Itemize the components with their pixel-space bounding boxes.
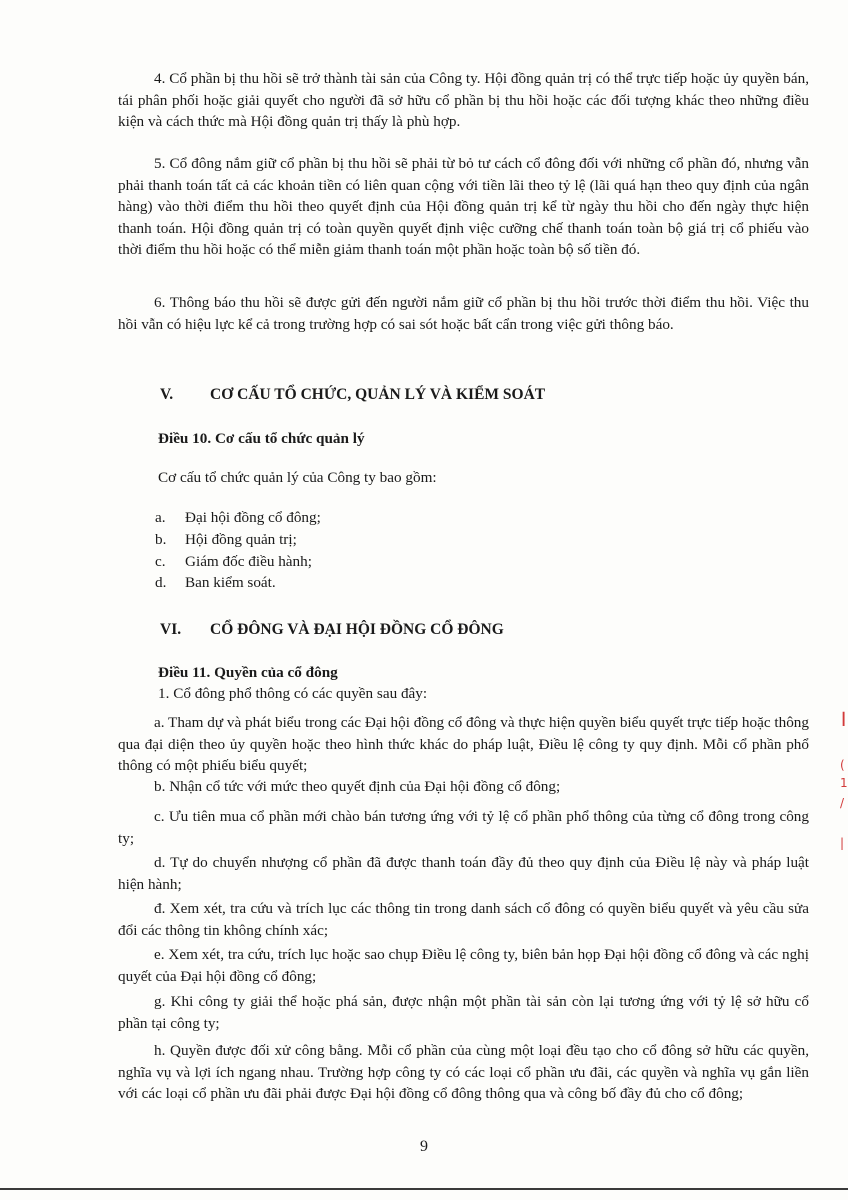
stamp-mark: ┃ bbox=[840, 712, 848, 726]
list-item: d. Ban kiểm soát. bbox=[155, 574, 276, 592]
right-d: d. Tự do chuyển nhượng cổ phần đã được thanh toán đầy đủ theo quy định của Điều lệ này và pháp luật hiện hành; bbox=[118, 854, 809, 893]
section-heading-v bbox=[160, 386, 545, 404]
org-structure-list bbox=[155, 507, 321, 594]
article-10-title: Điều 10. Cơ cấu tổ chức quản lý bbox=[158, 430, 365, 447]
right-h: h. Quyền được đối xử công bằng. Mỗi cổ phần của cùng một loại đều tạo cho cổ đông sở hữu các quyền, nghĩa vụ và lợi ích ngang nhau. Trường hợp công ty có các loại cổ phần ưu đãi, các quyền và nghĩa vụ gắn liền với các loại cổ phần ưu đãi phải được Đại hội đồng cổ đông thông qua và công bố đầy đủ cho cổ đông; bbox=[118, 1042, 809, 1102]
right-dd: đ. Xem xét, tra cứu và trích lục các thông tin trong danh sách cổ đông có quyền biểu quyết và yêu cầu sửa đổi các thông tin không chính xác; bbox=[118, 900, 809, 939]
stamp-mark: 1 bbox=[840, 776, 848, 790]
article-10-intro: Cơ cấu tổ chức quản lý của Công ty bao gồm: bbox=[158, 469, 437, 486]
article-11-title: Điều 11. Quyền của cổ đông bbox=[158, 664, 338, 681]
right-e: e. Xem xét, tra cứu, trích lục hoặc sao chụp Điều lệ công ty, biên bản họp Đại hội đồng cổ đông và các nghị quyết của Đại hội đồng cổ đông; bbox=[118, 946, 809, 985]
section-heading-vi bbox=[160, 621, 504, 639]
paragraph-4: 4. Cổ phần bị thu hồi sẽ trở thành tài sản của Công ty. Hội đồng quản trị có thể trực tiếp hoặc ủy quyền bán, tái phân phối hoặc giải quyết cho người đã sở hữu cổ phần bị thu hồi hoặc các đối tượng khác theo những điều kiện và cách thức mà Hội đồng quản trị thấy là phù hợp. bbox=[118, 70, 809, 130]
section-number: V. bbox=[160, 386, 174, 403]
list-item: b. Hội đồng quản trị; bbox=[155, 530, 297, 548]
list-item: c. Giám đốc điều hành; bbox=[155, 552, 312, 570]
stamp-mark: ( bbox=[840, 758, 845, 772]
paragraph-5: 5. Cổ đông nắm giữ cổ phần bị thu hồi sẽ phải từ bỏ tư cách cổ đông đối với những cổ phần đó, nhưng vẫn phải thanh toán tất cả các khoản tiền có liên quan cộng với tiền lãi theo tỷ lệ (lãi quá hạn theo quy định của ngân hàng) vào thời điểm thu hồi theo quyết định của Hội đồng quản trị kể từ ngày thu hồi cho đến ngày thực hiện thanh toán. Hội đồng quản trị có toàn quyền quyết định việc cưỡng chế thanh toán toàn bộ giá trị cổ phiếu vào thời điểm thu hồi hoặc có thể miễn giảm thanh toán một phần hoặc toàn bộ số tiền đó. bbox=[118, 155, 809, 258]
section-title: CỔ ĐÔNG VÀ ĐẠI HỘI ĐỒNG CỔ ĐÔNG bbox=[210, 621, 504, 638]
stamp-mark: / bbox=[840, 796, 845, 810]
right-a: a. Tham dự và phát biểu trong các Đại hội đồng cổ đông và thực hiện quyền biểu quyết trực tiếp hoặc thông qua đại diện theo ủy quyền hoặc theo hình thức khác do pháp luật, Điều lệ công ty quy định. Mỗi cổ phần phổ thông có một phiếu biểu quyết; bbox=[118, 714, 809, 774]
article-11-clause-1: 1. Cổ đông phổ thông có các quyền sau đây: bbox=[158, 685, 428, 702]
right-b: b. Nhận cổ tức với mức theo quyết định của Đại hội đồng cổ đông; bbox=[154, 778, 561, 795]
section-title: CƠ CẤU TỔ CHỨC, QUẢN LÝ VÀ KIỂM SOÁT bbox=[210, 386, 546, 403]
page-bottom-border bbox=[0, 1188, 848, 1190]
page-number: 9 bbox=[420, 1138, 428, 1155]
section-number: VI. bbox=[160, 621, 182, 638]
stamp-mark: | bbox=[840, 836, 845, 850]
list-item: a. Đại hội đồng cổ đông; bbox=[155, 509, 321, 526]
right-g: g. Khi công ty giải thể hoặc phá sản, được nhận một phần tài sản còn lại tương ứng với tỷ lệ sở hữu cổ phần tại công ty; bbox=[118, 993, 809, 1032]
paragraph-6: 6. Thông báo thu hồi sẽ được gửi đến người nắm giữ cổ phần bị thu hồi trước thời điểm thu hồi. Việc thu hồi vẫn có hiệu lực kể cả trong trường hợp có sai sót hoặc bất cẩn trong việc gửi thông báo. bbox=[118, 294, 809, 333]
right-c: c. Ưu tiên mua cổ phần mới chào bán tương ứng với tỷ lệ cổ phần phổ thông của từng cổ đông trong công ty; bbox=[118, 808, 809, 847]
